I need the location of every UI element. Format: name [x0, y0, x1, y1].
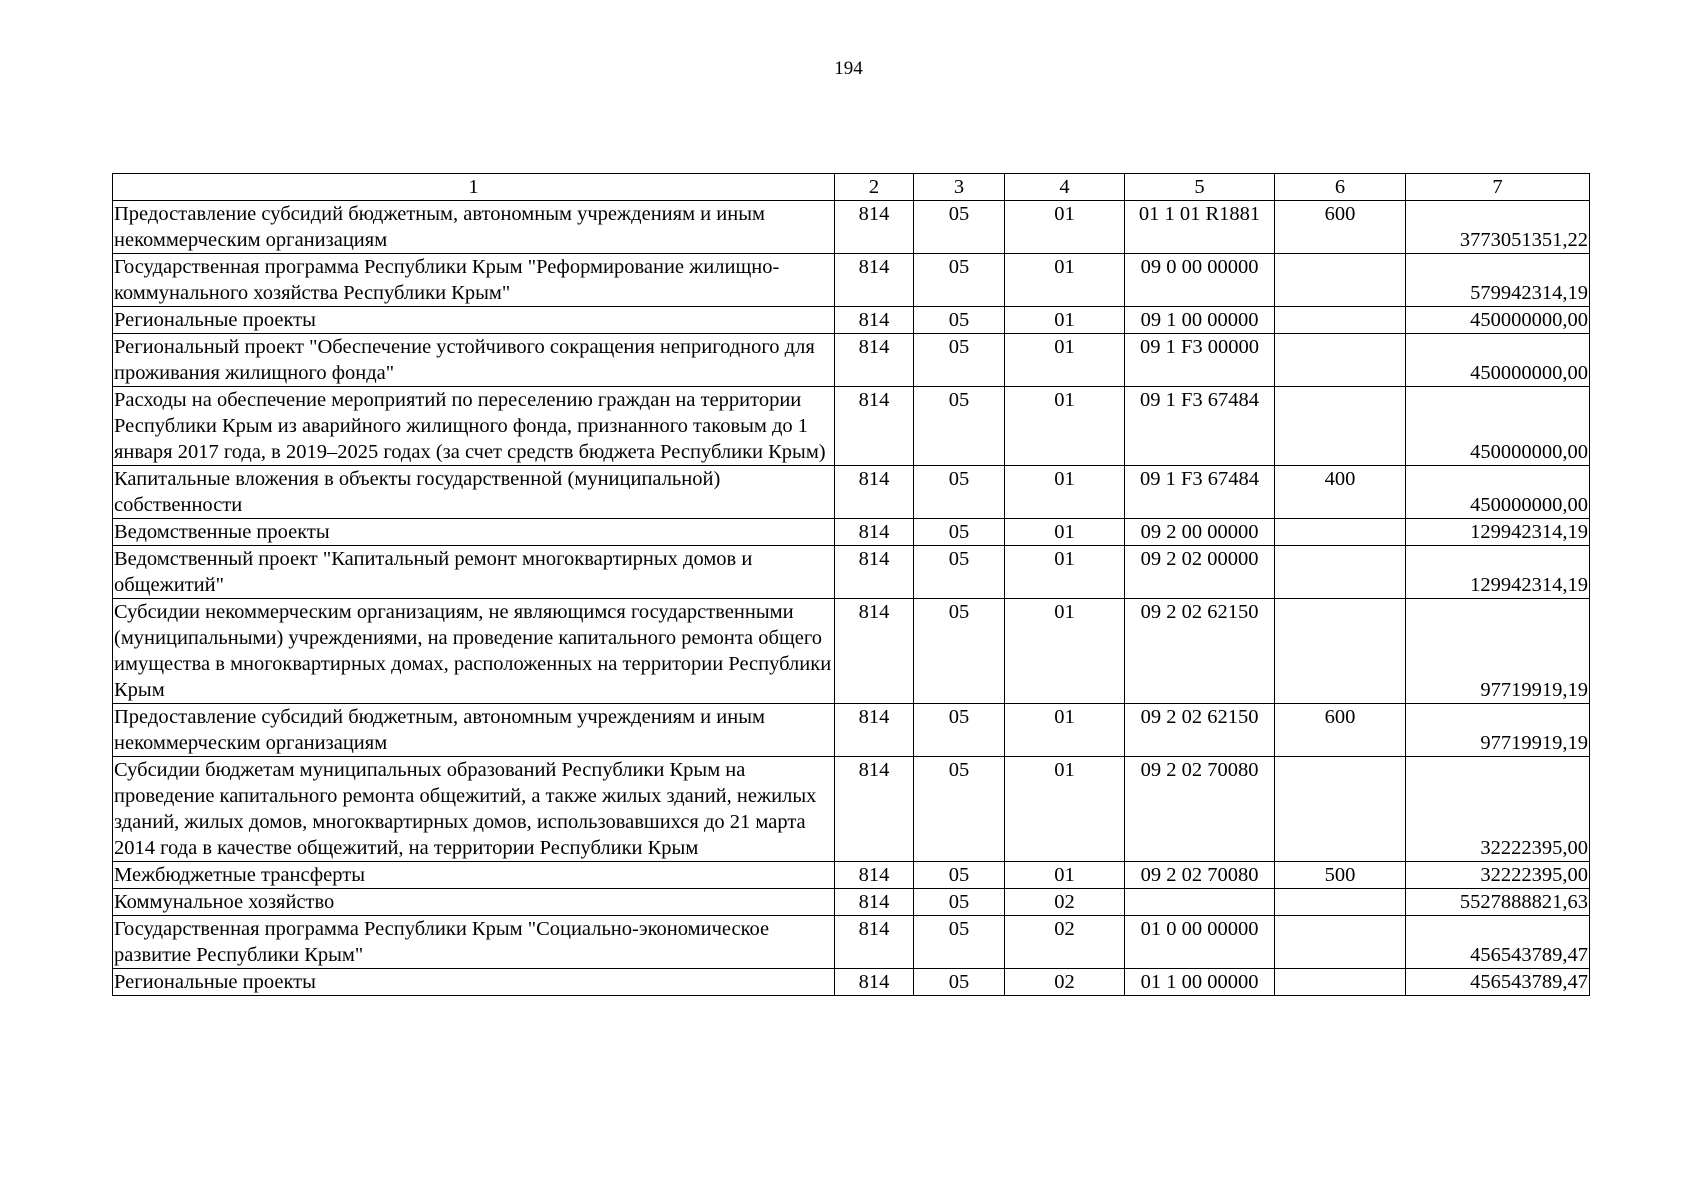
amount-cell: 579942314,19 [1406, 254, 1590, 307]
item-name-cell: Субсидии некоммерческим организациям, не являющимся государственными (муниципальными) учреждениями, на проведение капитального ремонта общего имущества в многоквартирных домах, расположенных на территории Республики Крым [113, 599, 835, 704]
budget-table [112, 173, 1590, 996]
item-name-cell: Предоставление субсидий бюджетным, автономным учреждениям и иным некоммерческим организациям [113, 201, 835, 254]
amount-cell: 97719919,19 [1406, 704, 1590, 757]
amount-cell: 129942314,19 [1406, 519, 1590, 546]
table-row [113, 704, 1590, 757]
ministry-code-cell: 814 [835, 519, 914, 546]
table-row [113, 862, 1590, 889]
subsection-code-cell: 01 [1005, 387, 1125, 466]
target-article-cell: 01 1 01 R1881 [1125, 201, 1275, 254]
item-name-cell: Капитальные вложения в объекты государственной (муниципальной) собственности [113, 466, 835, 519]
amount-cell: 450000000,00 [1406, 307, 1590, 334]
ministry-code-cell: 814 [835, 334, 914, 387]
table-row [113, 916, 1590, 969]
item-name-cell: Государственная программа Республики Крым "Реформирование жилищно-коммунального хозяйства Республики Крым" [113, 254, 835, 307]
table-header-row [113, 174, 1590, 201]
expense-type-cell: 600 [1275, 201, 1406, 254]
subsection-code-cell: 01 [1005, 704, 1125, 757]
amount-cell: 5527888821,63 [1406, 889, 1590, 916]
table-row [113, 466, 1590, 519]
ministry-code-cell: 814 [835, 889, 914, 916]
ministry-code-cell: 814 [835, 916, 914, 969]
item-name-cell: Государственная программа Республики Крым "Социально-экономическое развитие Республики Крым" [113, 916, 835, 969]
subsection-code-cell: 02 [1005, 916, 1125, 969]
section-code-cell: 05 [914, 254, 1005, 307]
table-row [113, 307, 1590, 334]
section-code-cell: 05 [914, 546, 1005, 599]
target-article-cell: 09 2 02 62150 [1125, 704, 1275, 757]
target-article-cell: 09 1 F3 67484 [1125, 466, 1275, 519]
section-code-cell: 05 [914, 519, 1005, 546]
subsection-code-cell: 01 [1005, 254, 1125, 307]
item-name-cell: Предоставление субсидий бюджетным, автономным учреждениям и иным некоммерческим организациям [113, 704, 835, 757]
expense-type-cell [1275, 546, 1406, 599]
section-code-cell: 05 [914, 916, 1005, 969]
expense-type-cell: 600 [1275, 704, 1406, 757]
expense-type-cell: 400 [1275, 466, 1406, 519]
expense-type-cell [1275, 334, 1406, 387]
amount-cell: 450000000,00 [1406, 466, 1590, 519]
ministry-code-cell: 814 [835, 466, 914, 519]
header-cell: 4 [1005, 174, 1125, 201]
amount-cell: 456543789,47 [1406, 969, 1590, 996]
expense-type-cell [1275, 889, 1406, 916]
amount-cell: 32222395,00 [1406, 862, 1590, 889]
table-row [113, 201, 1590, 254]
target-article-cell: 01 0 00 00000 [1125, 916, 1275, 969]
target-article-cell: 09 1 00 00000 [1125, 307, 1275, 334]
amount-cell: 450000000,00 [1406, 334, 1590, 387]
ministry-code-cell: 814 [835, 862, 914, 889]
item-name-cell: Ведомственные проекты [113, 519, 835, 546]
expense-type-cell [1275, 916, 1406, 969]
header-cell: 3 [914, 174, 1005, 201]
target-article-cell: 09 2 02 70080 [1125, 757, 1275, 862]
expense-type-cell [1275, 757, 1406, 862]
ministry-code-cell: 814 [835, 546, 914, 599]
item-name-cell: Региональный проект "Обеспечение устойчивого сокращения непригодного для проживания жилищного фонда" [113, 334, 835, 387]
section-code-cell: 05 [914, 307, 1005, 334]
table-row [113, 546, 1590, 599]
header-cell: 5 [1125, 174, 1275, 201]
item-name-cell: Коммунальное хозяйство [113, 889, 835, 916]
section-code-cell: 05 [914, 201, 1005, 254]
subsection-code-cell: 01 [1005, 307, 1125, 334]
target-article-cell: 09 1 F3 67484 [1125, 387, 1275, 466]
section-code-cell: 05 [914, 334, 1005, 387]
expense-type-cell [1275, 387, 1406, 466]
amount-cell: 456543789,47 [1406, 916, 1590, 969]
header-cell: 6 [1275, 174, 1406, 201]
subsection-code-cell: 01 [1005, 466, 1125, 519]
ministry-code-cell: 814 [835, 201, 914, 254]
page-number: 194 [834, 58, 863, 79]
section-code-cell: 05 [914, 704, 1005, 757]
item-name-cell: Субсидии бюджетам муниципальных образований Республики Крым на проведение капитального ремонта общежитий, а также жилых зданий, нежилых зданий, жилых домов, многоквартирных домов, использовавшихся до 21 марта 2014 года в качестве общежитий, на территории Республики Крым [113, 757, 835, 862]
ministry-code-cell: 814 [835, 704, 914, 757]
item-name-cell: Региональные проекты [113, 969, 835, 996]
expense-type-cell [1275, 519, 1406, 546]
expense-type-cell [1275, 254, 1406, 307]
expense-type-cell [1275, 599, 1406, 704]
expense-type-cell [1275, 307, 1406, 334]
target-article-cell: 09 0 00 00000 [1125, 254, 1275, 307]
item-name-cell: Расходы на обеспечение мероприятий по переселению граждан на территории Республики Крым из аварийного жилищного фонда, признанного таковым до 1 января 2017 года, в 2019–2025 годах (за счет средств бюджета Республики Крым) [113, 387, 835, 466]
table-row [113, 757, 1590, 862]
table-row [113, 889, 1590, 916]
target-article-cell: 09 1 F3 00000 [1125, 334, 1275, 387]
amount-cell: 129942314,19 [1406, 546, 1590, 599]
section-code-cell: 05 [914, 969, 1005, 996]
section-code-cell: 05 [914, 889, 1005, 916]
amount-cell: 3773051351,22 [1406, 201, 1590, 254]
section-code-cell: 05 [914, 757, 1005, 862]
header-cell: 1 [113, 174, 835, 201]
subsection-code-cell: 01 [1005, 546, 1125, 599]
ministry-code-cell: 814 [835, 969, 914, 996]
subsection-code-cell: 01 [1005, 519, 1125, 546]
item-name-cell: Ведомственный проект "Капитальный ремонт многоквартирных домов и общежитий" [113, 546, 835, 599]
ministry-code-cell: 814 [835, 599, 914, 704]
subsection-code-cell: 02 [1005, 969, 1125, 996]
header-cell: 2 [835, 174, 914, 201]
table-row [113, 519, 1590, 546]
header-cell: 7 [1406, 174, 1590, 201]
section-code-cell: 05 [914, 862, 1005, 889]
table-row [113, 334, 1590, 387]
section-code-cell: 05 [914, 387, 1005, 466]
section-code-cell: 05 [914, 599, 1005, 704]
subsection-code-cell: 02 [1005, 889, 1125, 916]
target-article-cell: 09 2 02 62150 [1125, 599, 1275, 704]
expense-type-cell: 500 [1275, 862, 1406, 889]
ministry-code-cell: 814 [835, 387, 914, 466]
target-article-cell: 09 2 02 70080 [1125, 862, 1275, 889]
table-row [113, 254, 1590, 307]
amount-cell: 32222395,00 [1406, 757, 1590, 862]
subsection-code-cell: 01 [1005, 201, 1125, 254]
amount-cell: 97719919,19 [1406, 599, 1590, 704]
target-article-cell [1125, 889, 1275, 916]
target-article-cell: 01 1 00 00000 [1125, 969, 1275, 996]
subsection-code-cell: 01 [1005, 334, 1125, 387]
subsection-code-cell: 01 [1005, 599, 1125, 704]
table-row [113, 387, 1590, 466]
ministry-code-cell: 814 [835, 757, 914, 862]
subsection-code-cell: 01 [1005, 862, 1125, 889]
ministry-code-cell: 814 [835, 307, 914, 334]
table-row [113, 969, 1590, 996]
subsection-code-cell: 01 [1005, 757, 1125, 862]
item-name-cell: Межбюджетные трансферты [113, 862, 835, 889]
section-code-cell: 05 [914, 466, 1005, 519]
target-article-cell: 09 2 00 00000 [1125, 519, 1275, 546]
ministry-code-cell: 814 [835, 254, 914, 307]
target-article-cell: 09 2 02 00000 [1125, 546, 1275, 599]
expense-type-cell [1275, 969, 1406, 996]
amount-cell: 450000000,00 [1406, 387, 1590, 466]
item-name-cell: Региональные проекты [113, 307, 835, 334]
table-row [113, 599, 1590, 704]
